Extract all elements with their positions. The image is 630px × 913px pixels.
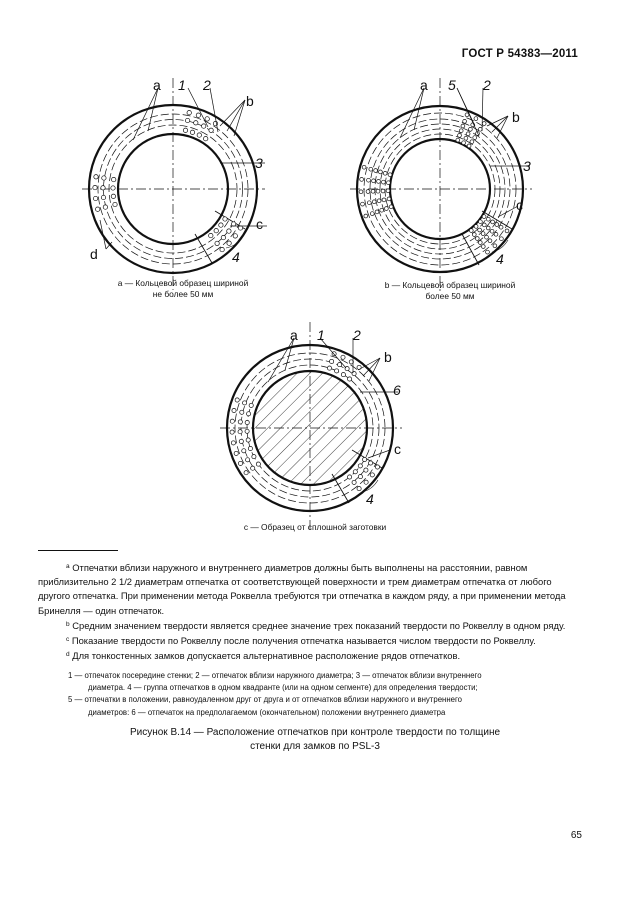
indentation-mark bbox=[327, 366, 331, 370]
figure-title-line1: Рисунок В.14 — Расположение отпечатков при контроле твердости по толщине bbox=[129, 727, 501, 738]
indentation-mark bbox=[101, 186, 105, 190]
indentation-mark bbox=[486, 226, 490, 230]
indentation-mark bbox=[221, 235, 225, 239]
fig-b-label-5: 5 bbox=[448, 77, 456, 93]
indentation-mark bbox=[474, 225, 478, 229]
indentation-mark bbox=[245, 429, 249, 433]
indentation-mark bbox=[485, 235, 489, 239]
indentation-mark bbox=[461, 124, 465, 128]
indentation-mark bbox=[243, 401, 247, 405]
indentation-mark bbox=[230, 430, 234, 434]
indentation-mark bbox=[209, 233, 213, 237]
indentation-mark bbox=[387, 181, 391, 185]
indentation-mark bbox=[246, 438, 250, 442]
indentation-mark bbox=[367, 201, 371, 205]
indentation-mark bbox=[242, 449, 246, 453]
indentation-mark bbox=[251, 466, 255, 470]
indentation-mark bbox=[478, 228, 482, 232]
indentation-mark bbox=[491, 220, 495, 224]
indentation-mark bbox=[495, 223, 499, 227]
indentation-mark bbox=[479, 220, 483, 224]
indentation-mark bbox=[238, 420, 242, 424]
indentation-mark bbox=[335, 369, 339, 373]
indentation-mark bbox=[389, 205, 393, 209]
indentation-mark bbox=[341, 373, 345, 377]
indentation-mark bbox=[360, 178, 364, 182]
indentation-mark bbox=[230, 419, 234, 423]
indentation-mark bbox=[382, 180, 386, 184]
indentation-mark bbox=[499, 225, 503, 229]
fig-b-label-2: 2 bbox=[483, 77, 491, 93]
indentation-mark bbox=[348, 377, 352, 381]
indentation-mark bbox=[364, 480, 368, 484]
figure-title-line2: стенки для замков по PSL-3 bbox=[250, 741, 380, 752]
indentation-mark bbox=[341, 355, 345, 359]
indentation-mark bbox=[227, 241, 231, 245]
indentation-mark bbox=[376, 189, 380, 193]
indentation-mark bbox=[375, 465, 379, 469]
indentation-mark bbox=[470, 140, 474, 144]
fig-c-label-b: b bbox=[384, 349, 392, 365]
fig-a-label-a: а bbox=[153, 77, 161, 93]
figure-legend bbox=[48, 670, 580, 719]
indentation-mark bbox=[358, 464, 362, 468]
indentation-mark bbox=[478, 127, 482, 131]
legend-line-3: 5 — отпечатки в положении, равноудаленном друг от друга и от отпечатков вблизи наружного и внутреннего bbox=[68, 695, 462, 705]
figure-b-caption-line2: более 50 мм bbox=[425, 291, 475, 301]
indentation-mark bbox=[386, 189, 390, 193]
fig-c-label-4: 4 bbox=[366, 491, 374, 507]
indentation-mark bbox=[235, 398, 239, 402]
figure-b-drawing bbox=[340, 70, 560, 270]
indentation-mark bbox=[456, 138, 460, 142]
indentation-mark bbox=[220, 247, 224, 251]
indentation-mark bbox=[372, 179, 376, 183]
fig-c-label-a: a bbox=[290, 327, 298, 343]
indentation-mark bbox=[233, 234, 237, 238]
indentation-mark bbox=[381, 189, 385, 193]
figure-b-caption-line1: b — Кольцевой образец шириной bbox=[384, 280, 516, 290]
fig-c-label-1: 1 bbox=[317, 327, 325, 343]
figure-c-drawing bbox=[210, 320, 430, 520]
indentation-mark bbox=[204, 137, 208, 141]
indentation-mark bbox=[472, 233, 476, 237]
indentation-mark bbox=[338, 363, 342, 367]
indentation-mark bbox=[96, 207, 100, 211]
indentation-mark bbox=[370, 212, 374, 216]
indentation-mark bbox=[474, 117, 478, 121]
indentation-mark bbox=[486, 250, 490, 254]
indentation-mark bbox=[459, 129, 463, 133]
fig-b-label-a: a bbox=[420, 77, 428, 93]
indentation-mark bbox=[185, 118, 189, 122]
indentation-mark bbox=[482, 122, 486, 126]
indentation-mark bbox=[488, 239, 492, 243]
indentation-mark bbox=[385, 207, 389, 211]
indentation-mark bbox=[493, 244, 497, 248]
fig-a-label-d: d bbox=[90, 246, 98, 262]
indentation-mark bbox=[197, 133, 201, 137]
indentation-mark bbox=[223, 217, 227, 221]
indentation-mark bbox=[486, 217, 490, 221]
indentation-mark bbox=[366, 190, 370, 194]
indentation-mark bbox=[363, 457, 367, 461]
fig-c-label-2: 2 bbox=[353, 327, 361, 343]
indentation-mark bbox=[111, 186, 115, 190]
indentation-mark bbox=[219, 223, 223, 227]
indentation-mark bbox=[214, 229, 218, 233]
footnote-b: $^b$ Средним значением твердости является среднее значение трех показаний твердости по Роквеллу в одном ряду. bbox=[66, 619, 566, 631]
indentation-mark bbox=[369, 167, 373, 171]
indentation-mark bbox=[244, 471, 248, 475]
indentation-mark bbox=[112, 177, 116, 181]
indentation-mark bbox=[246, 458, 250, 462]
indentation-mark bbox=[475, 237, 479, 241]
indentation-mark bbox=[187, 111, 191, 115]
indentation-mark bbox=[478, 241, 482, 245]
indentation-mark bbox=[239, 439, 243, 443]
indentation-mark bbox=[370, 473, 374, 477]
indentation-mark bbox=[387, 197, 391, 201]
indentation-mark bbox=[183, 128, 187, 132]
figure-title bbox=[110, 726, 520, 754]
footnote-d: $^d$ Для тонкостенных замков допускается альтернативное расположение рядов отпечатков. bbox=[66, 650, 461, 662]
indentation-mark bbox=[113, 202, 117, 206]
indentation-mark bbox=[377, 199, 381, 203]
indentation-mark bbox=[466, 132, 470, 136]
figure-a-caption-line1: a — Кольцевой образец шириной bbox=[117, 278, 249, 288]
indentation-mark bbox=[369, 461, 373, 465]
indentation-mark bbox=[227, 229, 231, 233]
indentation-mark bbox=[231, 222, 235, 226]
page-number: 65 bbox=[570, 830, 582, 841]
indentation-mark bbox=[494, 232, 498, 236]
indentation-mark bbox=[248, 446, 252, 450]
fig-b-label-4: 4 bbox=[496, 251, 504, 267]
fig-b-label-c: c bbox=[516, 197, 523, 213]
footnote-rule bbox=[38, 550, 118, 551]
indentation-mark bbox=[232, 408, 236, 412]
indentation-mark bbox=[462, 141, 466, 145]
legend-line-4: диаметров: 6 — отпечаток на предполагаемом (окончательном) положении внутреннего диаметра bbox=[88, 707, 446, 717]
figure-b-caption bbox=[370, 280, 530, 302]
indentation-mark bbox=[380, 208, 384, 212]
indentation-mark bbox=[352, 480, 356, 484]
indentation-mark bbox=[101, 195, 105, 199]
indentation-mark bbox=[205, 117, 209, 121]
figure-a-caption-line2: не более 50 мм bbox=[152, 289, 214, 299]
indentation-mark bbox=[247, 412, 251, 416]
indentation-mark bbox=[240, 410, 244, 414]
fig-a-label-c: c bbox=[256, 216, 263, 232]
indentation-mark bbox=[467, 144, 471, 148]
fig-a-label-2: 2 bbox=[203, 77, 211, 93]
indentation-mark bbox=[364, 468, 368, 472]
indentation-mark bbox=[469, 229, 473, 233]
indentation-mark bbox=[238, 461, 242, 465]
indentation-mark bbox=[469, 127, 473, 131]
indentation-mark bbox=[377, 180, 381, 184]
indentation-mark bbox=[458, 134, 462, 138]
indentation-mark bbox=[357, 487, 361, 491]
figure-c-caption: c — Образец от сплошной заготовки bbox=[243, 522, 387, 532]
fig-a-label-3: 3 bbox=[255, 155, 263, 171]
indentation-mark bbox=[111, 194, 115, 198]
indentation-mark bbox=[196, 113, 200, 117]
indentation-mark bbox=[500, 237, 504, 241]
indentation-mark bbox=[209, 128, 213, 132]
indentation-mark bbox=[379, 170, 383, 174]
indentation-mark bbox=[194, 121, 198, 125]
indentation-mark bbox=[482, 215, 486, 219]
indentation-mark bbox=[249, 403, 253, 407]
legend-line-1: 1 — отпечаток посередине стенки; 2 — отпечаток вблизи наружного диаметра; 3 — отпечаток вблизи внутреннего bbox=[68, 671, 482, 680]
footnotes bbox=[38, 560, 586, 663]
indentation-mark bbox=[473, 136, 477, 140]
indentation-mark bbox=[102, 176, 106, 180]
indentation-mark bbox=[374, 169, 378, 173]
figure-a-drawing bbox=[70, 70, 290, 270]
legend-line-2: диаметра. 4 — группа отпечатков в одном квадранте (или на одном сегменте) для определения твердости; bbox=[88, 683, 478, 693]
indentation-mark bbox=[490, 229, 494, 233]
indentation-mark bbox=[190, 130, 194, 134]
indentation-mark bbox=[383, 171, 387, 175]
indentation-mark bbox=[330, 359, 334, 363]
indentation-mark bbox=[252, 455, 256, 459]
fig-c-label-6: 6 bbox=[393, 382, 401, 398]
indentation-mark bbox=[362, 165, 366, 169]
indentation-mark bbox=[234, 451, 238, 455]
fig-a-label-1: 1 bbox=[178, 77, 186, 93]
indentation-mark bbox=[482, 223, 486, 227]
indentation-mark bbox=[481, 245, 485, 249]
indentation-mark bbox=[215, 241, 219, 245]
indentation-mark bbox=[231, 441, 235, 445]
indentation-mark bbox=[372, 200, 376, 204]
fig-b-label-b: b bbox=[512, 109, 520, 125]
footnote-c: $^c$ Показание твердости по Роквеллу после получения отпечатка называется числом твердости по Роквеллу. bbox=[66, 635, 536, 647]
figure-a-caption bbox=[108, 278, 258, 300]
indentation-mark bbox=[238, 430, 242, 434]
footnote-a: $^a$ Отпечатки вблизи наружного и внутреннего диаметров должны быть выполнены на расстоянии, равном приблизительно 2 1/2 диаметрам отпечатка от соответствующей поверхности и трем диаметрам отпечатка от любого другого отпечатка. При применении метода Роквелла требуются три отпечатка в каждом ряду, а при применении метода Бринелля — один отпечаток. bbox=[38, 562, 566, 616]
figure-b bbox=[340, 70, 560, 270]
indentation-mark bbox=[375, 210, 379, 214]
fig-a-label-b: b bbox=[246, 93, 254, 109]
standard-header: ГОСТ Р 54383—2011 bbox=[461, 48, 578, 60]
indentation-mark bbox=[463, 119, 467, 123]
fig-c-label-c: c bbox=[394, 441, 401, 457]
indentation-mark bbox=[202, 124, 206, 128]
indentation-mark bbox=[353, 470, 357, 474]
indentation-mark bbox=[359, 190, 363, 194]
indentation-mark bbox=[93, 196, 97, 200]
indentation-mark bbox=[464, 136, 468, 140]
indentation-mark bbox=[361, 202, 365, 206]
indentation-mark bbox=[103, 205, 107, 209]
indentation-mark bbox=[256, 462, 260, 466]
indentation-mark bbox=[367, 178, 371, 182]
indentation-mark bbox=[238, 226, 242, 230]
indentation-mark bbox=[93, 185, 97, 189]
indentation-mark bbox=[348, 475, 352, 479]
indentation-mark bbox=[364, 214, 368, 218]
indentation-mark bbox=[388, 173, 392, 177]
indentation-mark bbox=[94, 175, 98, 179]
indentation-mark bbox=[352, 372, 356, 376]
indentation-mark bbox=[481, 232, 485, 236]
fig-b-label-3: 3 bbox=[523, 158, 531, 174]
indentation-mark bbox=[505, 229, 509, 233]
figure-c bbox=[210, 320, 430, 520]
fig-a-label-4: 4 bbox=[232, 249, 240, 265]
indentation-mark bbox=[382, 198, 386, 202]
indentation-mark bbox=[245, 420, 249, 424]
indentation-mark bbox=[371, 189, 375, 193]
figure-a bbox=[70, 70, 290, 270]
indentation-mark bbox=[358, 475, 362, 479]
